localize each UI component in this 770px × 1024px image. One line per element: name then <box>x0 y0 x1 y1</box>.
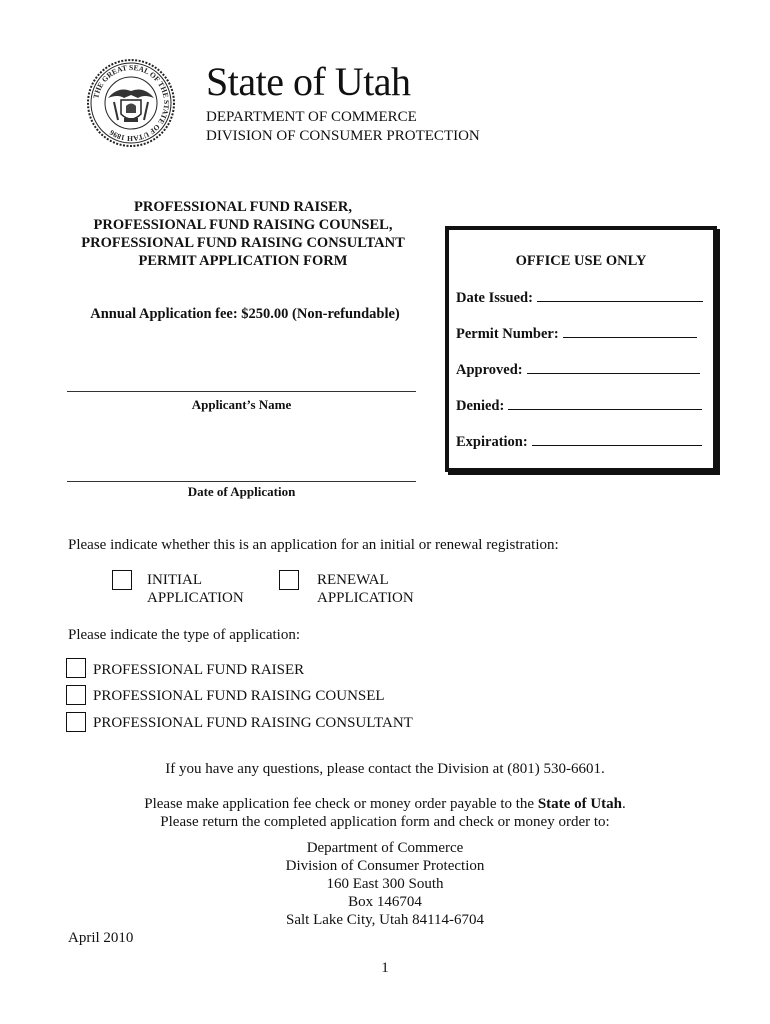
registration-question: Please indicate whether this is an application for an initial or renewal registration: <box>68 537 559 553</box>
applicant-name-field[interactable] <box>67 391 416 392</box>
form-title-line: PROFESSIONAL FUND RAISER, <box>134 199 352 215</box>
application-fee: Annual Application fee: $250.00 (Non-refundable) <box>90 306 400 322</box>
fund-raising-consultant-checkbox[interactable] <box>66 712 86 732</box>
address-line: Salt Lake City, Utah 84114-6704 <box>285 912 485 928</box>
denied-field[interactable] <box>508 396 702 410</box>
form-title-line: PROFESSIONAL FUND RAISING COUNSEL, <box>93 217 393 233</box>
date-issued-label: Date Issued: <box>456 290 533 306</box>
payable-instructions <box>0 795 770 813</box>
initial-application-checkbox[interactable] <box>112 570 132 590</box>
department-name: DEPARTMENT OF COMMERCE <box>206 109 417 125</box>
fund-raising-consultant-label: PROFESSIONAL FUND RAISING CONSULTANT <box>93 715 413 731</box>
payable-suffix: . <box>622 796 626 812</box>
page-title: State of Utah <box>206 59 411 104</box>
expiration-row <box>456 432 702 451</box>
approved-row <box>456 360 700 379</box>
denied-row <box>456 396 702 415</box>
mailing-address <box>0 839 770 929</box>
state-seal-logo <box>86 58 176 148</box>
initial-application-label <box>147 571 244 607</box>
expiration-label: Expiration: <box>456 434 528 450</box>
date-issued-field[interactable] <box>537 288 703 302</box>
initial-label-line2: APPLICATION <box>147 590 244 606</box>
fund-raiser-label: PROFESSIONAL FUND RAISER <box>93 662 305 678</box>
renewal-label-line2: APPLICATION <box>317 590 414 606</box>
date-of-application-field[interactable] <box>67 481 416 482</box>
contact-info: If you have any questions, please contact the Division at (801) 530-6601. <box>165 761 605 777</box>
expiration-field[interactable] <box>532 432 702 446</box>
division-name: DIVISION OF CONSUMER PROTECTION <box>206 128 480 144</box>
fund-raiser-checkbox[interactable] <box>66 658 86 678</box>
date-issued-row <box>456 288 703 307</box>
agency-header <box>206 108 480 146</box>
approved-label: Approved: <box>456 362 523 378</box>
form-title <box>60 198 426 270</box>
svg-text:THE GREAT SEAL OF THE STATE OF: THE GREAT SEAL OF THE STATE OF UTAH 1896 <box>91 62 172 144</box>
renewal-application-checkbox[interactable] <box>279 570 299 590</box>
fund-raising-counsel-checkbox[interactable] <box>66 685 86 705</box>
permit-number-label: Permit Number: <box>456 326 559 342</box>
form-revision-date: April 2010 <box>68 930 134 946</box>
office-use-box <box>445 226 717 472</box>
renewal-application-label <box>317 571 414 607</box>
applicant-name-label: Applicant’s Name <box>191 397 292 412</box>
application-type-question: Please indicate the type of application: <box>68 627 301 643</box>
form-title-line: PERMIT APPLICATION FORM <box>138 253 348 269</box>
office-use-heading: OFFICE USE ONLY <box>515 253 647 269</box>
address-line: Division of Consumer Protection <box>285 858 485 874</box>
address-line: 160 East 300 South <box>326 876 444 892</box>
permit-number-row <box>456 324 697 343</box>
return-instructions: Please return the completed application form and check or money order to: <box>160 814 610 830</box>
approved-field[interactable] <box>527 360 700 374</box>
permit-number-field[interactable] <box>563 324 697 338</box>
fund-raising-counsel-label: PROFESSIONAL FUND RAISING COUNSEL <box>93 688 385 704</box>
initial-label-line1: INITIAL <box>147 572 202 588</box>
renewal-label-line1: RENEWAL <box>317 572 389 588</box>
denied-label: Denied: <box>456 398 505 414</box>
payable-prefix: Please make application fee check or money order payable to the <box>144 796 538 812</box>
address-line: Box 146704 <box>348 894 422 910</box>
payable-to: State of Utah <box>537 796 622 812</box>
form-title-line: PROFESSIONAL FUND RAISING CONSULTANT <box>81 235 405 251</box>
page-number: 1 <box>381 960 389 976</box>
address-line: Department of Commerce <box>306 840 464 856</box>
date-of-application-label: Date of Application <box>187 484 296 499</box>
